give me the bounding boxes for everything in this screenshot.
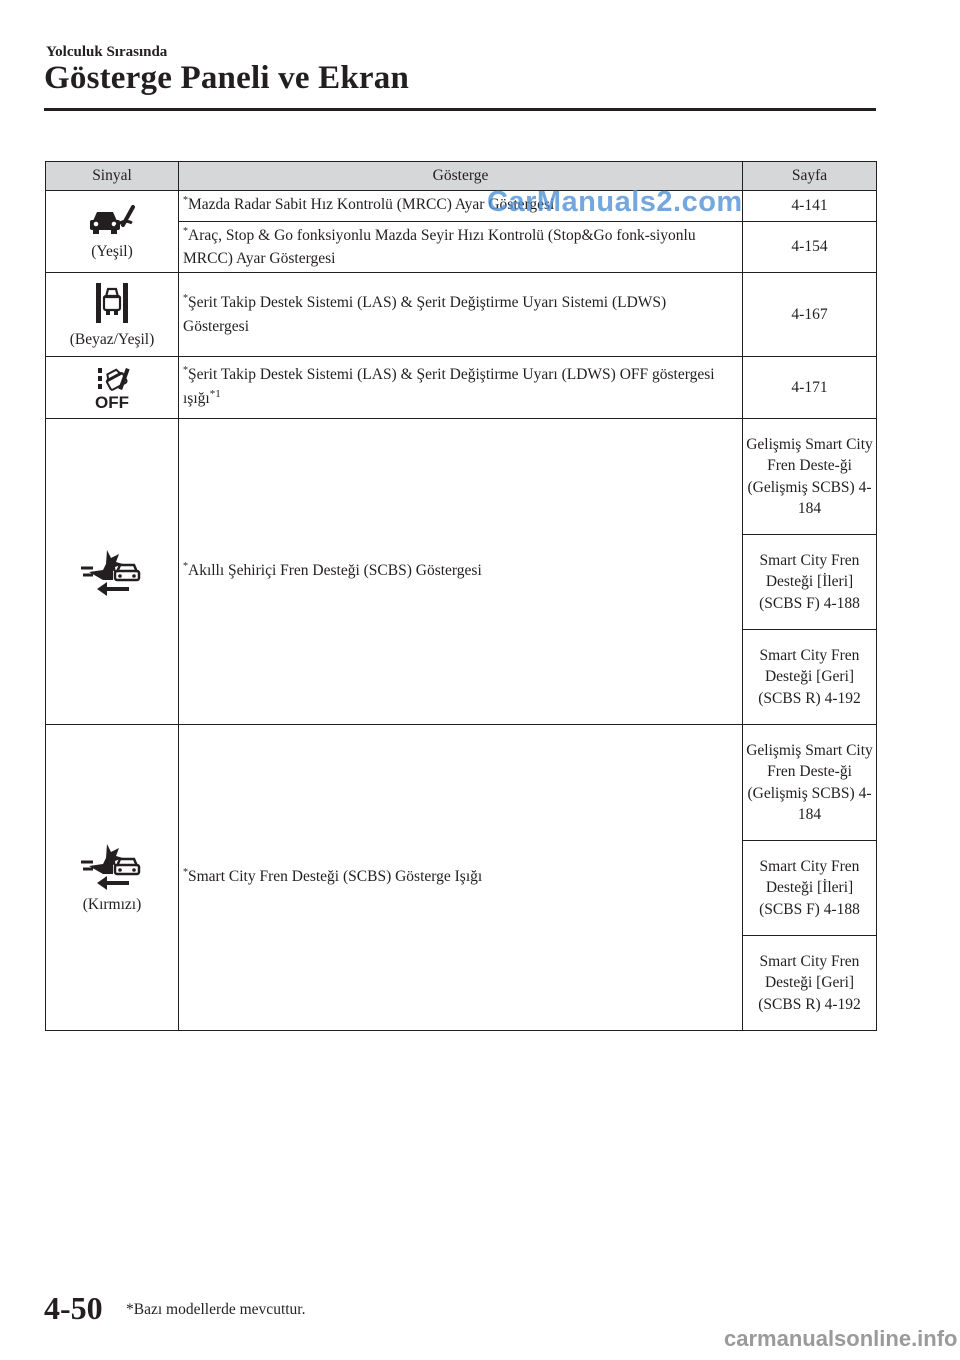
page-reference: Gelişmiş Smart City Fren Deste-ği (Gelişmiş SCBS) 4-184 [743,725,877,841]
signal-color-label: (Kırmızı) [82,895,142,913]
page-reference: Smart City Fren Desteği [Geri] (SCBS R) 4-192 [743,936,877,1031]
page-reference: 4-167 [743,273,877,357]
page-number: 4-50 [44,1290,103,1326]
table-row [46,273,877,357]
scbs-warning-icon [79,840,145,892]
indicator-table [45,161,876,1031]
section-label: Yolculuk Sırasında [46,44,168,60]
page-reference: Smart City Fren Desteği [İleri] (SCBS F) 4-188 [743,841,877,936]
footnote: *Bazı modellerde mevcuttur. [126,1301,306,1318]
signal-cell [46,191,179,273]
lane-keep-assist-icon [94,279,130,327]
signal-cell [46,273,179,357]
signal-color-label: (Beyaz/Yeşil) [69,330,155,348]
watermark-text: CarManuals2.com [487,186,743,218]
radar-cruise-setting-icon [87,201,137,239]
page-reference: Smart City Fren Desteği [İleri] (SCBS F) 4-188 [743,535,877,630]
page-reference: 4-141 [743,191,877,222]
page-title: Gösterge Paneli ve Ekran [44,60,409,96]
signal-cell [46,419,179,725]
signal-cell [46,725,179,1031]
indicator-description: *Mazda Radar Sabit Hız Kontrolü (MRCC) Ayar Göstergesi [179,191,743,222]
indicator-description: *Smart City Fren Desteği (SCBS) Gösterge Işığı [179,725,743,1031]
page-reference: Smart City Fren Desteği [Geri] (SCBS R) 4-192 [743,630,877,725]
scbs-icon [79,546,145,598]
indicator-description: *Şerit Takip Destek Sistemi (LAS) & Şerit Değiştirme Uyarı Sistemi (LDWS) Göstergesi [179,273,743,357]
indicator-description: *Akıllı Şehiriçi Fren Desteği (SCBS) Göstergesi [179,419,743,725]
table-row [46,725,877,841]
indicator-description: *Araç, Stop & Go fonksiyonlu Mazda Seyir Hızı Kontrolü (Stop&Go fonk-siyonlu MRCC) Ayar Göstergesi [179,222,743,273]
column-header-indicator: Gösterge [179,162,743,191]
column-header-page: Sayfa [743,162,877,191]
table-row [46,191,877,222]
table-row [46,357,877,419]
indicator-description: *Şerit Takip Destek Sistemi (LAS) & Şerit Değiştirme Uyarı (LDWS) OFF göstergesi ışığı$^{*1}$ [179,357,743,419]
lane-keep-off-icon [92,366,132,410]
table-header-row [46,162,877,191]
signal-cell [46,357,179,419]
svg-text:OFF: OFF [95,392,129,410]
page-reference: 4-171 [743,357,877,419]
column-header-signal: Sinyal [46,162,179,191]
table-row [46,419,877,535]
page-reference: Gelişmiş Smart City Fren Deste-ği (Gelişmiş SCBS) 4-184 [743,419,877,535]
title-divider [44,108,876,111]
site-watermark: carmanualsonline.info [724,1326,958,1351]
signal-color-label: (Yeşil) [91,242,133,260]
page-reference: 4-154 [743,222,877,273]
